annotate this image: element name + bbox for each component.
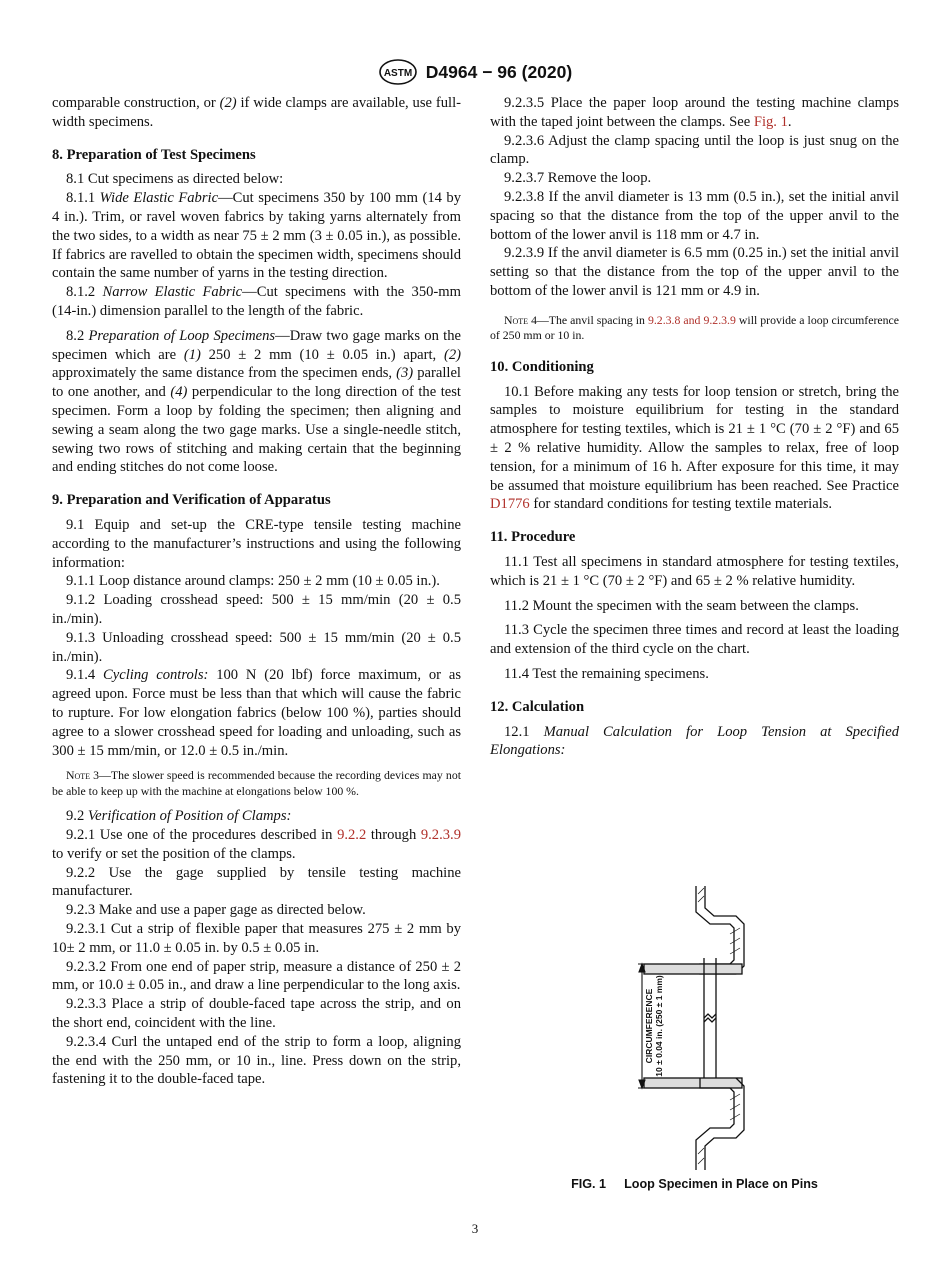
para-9-2-3-5: 9.2.3.5 Place the paper loop around the testing machine clamps with the taped joint between the clamps. See Fig. 1. (490, 95, 899, 130)
para-11-2: 11.2 Mount the specimen with the seam between the clamps. (504, 597, 859, 614)
standard-designation: D4964 − 96 (2020) (425, 61, 573, 82)
para-9-2-3: 9.2.3 Make and use a paper gage as directed below. (66, 902, 366, 919)
figure-caption-text: Loop Specimen in Place on Pins (624, 1177, 818, 1191)
section-10-heading: 10. Conditioning (490, 358, 594, 375)
para-9-2-3-1: 9.2.3.1 Cut a strip of flexible paper that measures 275 ± 2 mm by 10± 2 mm, or 11.0 ± 0.05 in. by 0.5 ± 0.05 in. (52, 921, 461, 956)
astm-logo-icon (378, 58, 418, 86)
para-9-1-1: 9.1.1 Loop distance around clamps: 250 ± 2 mm (10 ± 0.05 in.). (66, 573, 440, 590)
upper-clamp-drawing (644, 886, 744, 974)
para-continued: comparable construction, or (2) if wide clamps are available, use full-width specimens. (52, 95, 461, 130)
para-9-1-3: 9.1.3 Unloading crosshead speed: 500 ± 15 mm/min (20 ± 0.5 in./min). (52, 629, 461, 665)
para-11-1: 11.1 Test all specimens in standard atmosphere for testing textiles, which is 21 ± 1 °C (70 ± 2 °F) and 65 ± 2 % relative humidity. (490, 553, 899, 589)
note-4: Note 4—The anvil spacing in 9.2.3.8 and 9.2.3.9 will provide a loop circumference of 250 mm or 10 in. (490, 312, 899, 343)
figure-caption-number: FIG. 1 (571, 1177, 607, 1191)
figure-loop-specimen (630, 884, 760, 1174)
page-header (0, 58, 950, 86)
para-11-4: 11.4 Test the remaining specimens. (504, 665, 709, 682)
figure-caption (490, 1177, 899, 1191)
para-9-2: 9.2 Verification of Position of Clamps: (66, 808, 292, 825)
para-9-2-3-9: 9.2.3.9 If the anvil diameter is 6.5 mm (0.25 in.) set the initial anvil setting so that the distance from the top of the upper anvil to the bottom of the lower anvil is 121 mm or 4.9 in. (490, 245, 899, 299)
para-9-2-3-4: 9.2.3.4 Curl the untaped end of the strip to form a loop, aligning the end with the 250 mm, or 10 in., line. Press down on the strip, fastening it to the double-faced tape. (52, 1033, 461, 1088)
para-8-1-1: 8.1.1 Wide Elastic Fabric—Cut specimens 350 by 100 mm (14 by 4 in.). Trim, or ravel woven fabrics by taking yarns alternately from the two sides, to a width as near 75 ± 2 mm (3 ± 0.05 in.), as possible. If fabrics are ravelled to obtain the specimen width, specimens should contain the same number of yarns in the testing direction. (52, 190, 461, 282)
para-8-1: 8.1 Cut specimens as directed below: (66, 171, 284, 188)
para-9-2-3-8: 9.2.3.8 If the anvil diameter is 13 mm (0.5 in.), set the initial anvil spacing so that the distance from the top of the upper anvil to the bottom of the lower anvil is 118 mm or 4.7 in. (490, 188, 899, 243)
para-9-2-3-3: 9.2.3.3 Place a strip of double-faced tape across the strip, and on the short end, coincident with the line. (52, 996, 461, 1032)
lower-clamp-drawing (644, 1078, 744, 1170)
para-9-2-3-2: 9.2.3.2 From one end of paper strip, measure a distance of 250 ± 2 mm, or 10.0 ± 0.05 in., and draw a line perpendicular to the long axis. (52, 958, 461, 994)
right-column (490, 94, 899, 760)
section-9-heading: 9. Preparation and Verification of Apparatus (52, 492, 331, 509)
link-9-2-3-9[interactable]: 9.2.3.9 (420, 827, 461, 844)
para-11-3: 11.3 Cycle the specimen three times and record at least the loading and extension of the third cycle on the chart. (490, 622, 899, 658)
section-12-heading: 12. Calculation (490, 698, 585, 715)
link-9-2-3-8-and-9[interactable]: 9.2.3.8 and 9.2.3.9 (647, 312, 736, 327)
para-8-2: 8.2 Preparation of Loop Specimens—Draw two gage marks on the specimen which are (1) 250 ± 2 mm (10 ± 0.05 in.) apart, (2) approximately the same distance from the specimen ends, (3) parallel to one another, and (4) perpendicular to the long direction of the test specimen. Form a loop by folding the specimen; then aligning and sewing a seam along the two gage marks. Use a single-needle stitch, sewing two rows of stitching and making certain that the beginning and ending stitches do not come loose. (52, 327, 461, 476)
para-9-2-1: 9.2.1 Use one of the procedures described in 9.2.2 through 9.2.3.9 to verify or set the position of the clamps. (52, 827, 461, 862)
left-column (52, 94, 461, 1089)
para-12-1: 12.1 Manual Calculation for Loop Tension at Specified Elongations: (490, 723, 899, 759)
para-9-2-2: 9.2.2 Use the gage supplied by tensile testing machine manufacturer. (52, 864, 461, 900)
figure-label-dimension: 10 ± 0.04 in. (250 ± 1 mm) (654, 975, 664, 1077)
para-9-1-2: 9.1.2 Loading crosshead speed: 500 ± 15 mm/min (20 ± 0.5 in./min). (52, 592, 461, 627)
para-10-1: 10.1 Before making any tests for loop tension or stretch, bring the samples to moisture equilibrium for testing in the standard atmosphere for testing textiles, which is 21 ± 1 °C (70 ± 2 °F) and 65 ± 2 % relative humidity. Allow the samples to relax, free of loop tension, for a minimum of 16 h. After exposure for this time, it may be assumed that moisture equilibrium has been reached. See Practice D1776 for standard conditions for testing textile materials. (490, 383, 899, 513)
para-9-2-3-6: 9.2.3.6 Adjust the clamp spacing until the loop is just snug on the clamp. (490, 132, 899, 168)
link-d1776[interactable]: D1776 (490, 496, 530, 513)
page-number: 3 (471, 1221, 479, 1236)
svg-text:ASTM: ASTM (383, 68, 412, 79)
link-fig-1[interactable]: Fig. 1 (753, 113, 788, 130)
para-9-1-4: 9.1.4 Cycling controls: 100 N (20 lbf) force maximum, or as agreed upon. Force must be less than that which will cause the fabric to rupture. For low elongation fabrics (below 100 %), parties should agree to a slower crosshead speed for loading and unloading, such as 300 ± 15 mm/min, or 12.0 ± 0.5 in./min. (52, 667, 461, 759)
loop-specimen-drawing (704, 958, 716, 1088)
note-3: Note 3—The slower speed is recommended because the recording devices may not be able to keep up with the machine at elongations below 100 %. (52, 768, 461, 798)
section-8-heading: 8. Preparation of Test Specimens (52, 146, 256, 163)
figure-label-circumference: CIRCUMFERENCE (644, 988, 654, 1064)
para-9-2-3-7: 9.2.3.7 Remove the loop. (504, 170, 652, 187)
link-9-2-2[interactable]: 9.2.2 (337, 827, 367, 844)
para-8-1-2: 8.1.2 Narrow Elastic Fabric—Cut specimens with the 350-mm (14-in.) dimension parallel to the length of the fabric. (52, 284, 461, 319)
section-11-heading: 11. Procedure (490, 529, 576, 546)
para-9-1: 9.1 Equip and set-up the CRE-type tensile testing machine according to the manufacturer’s instructions and using the following information: (52, 516, 461, 571)
